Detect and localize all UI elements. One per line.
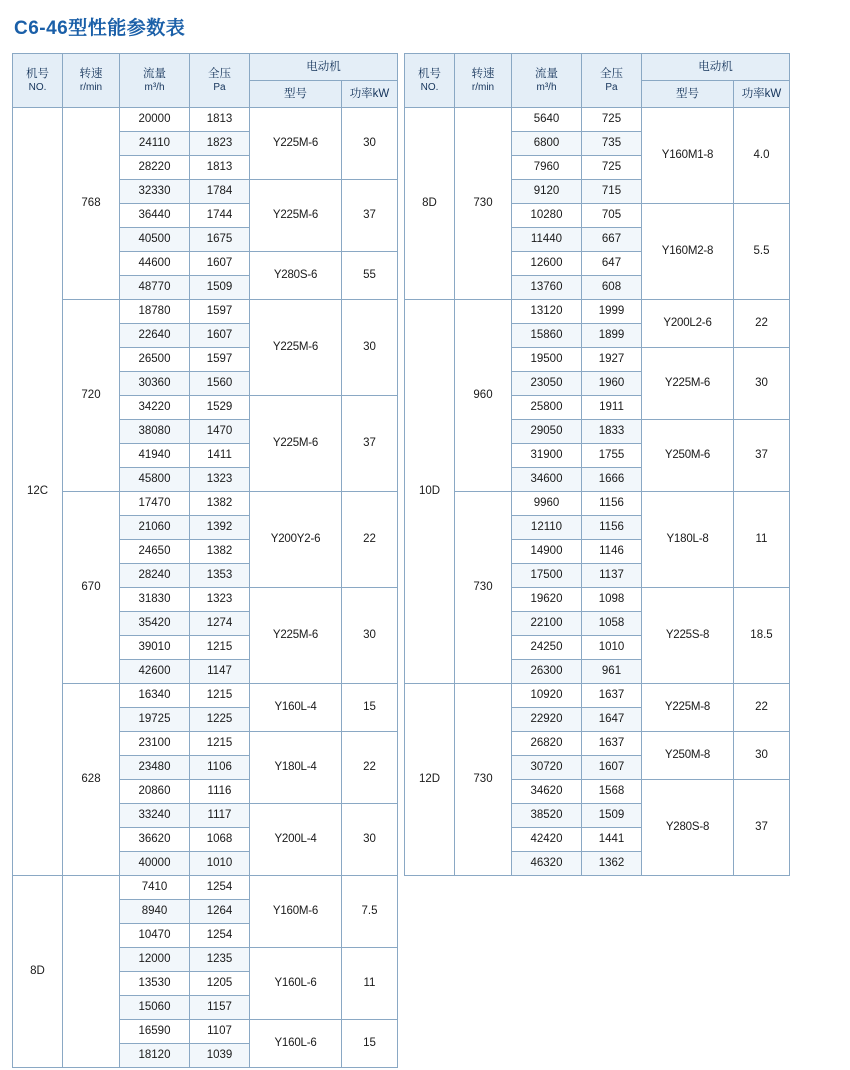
table-header-left bbox=[13, 53, 398, 107]
cell-flow: 34620 bbox=[512, 779, 582, 803]
cell-flow: 26300 bbox=[512, 659, 582, 683]
table-header-right bbox=[405, 53, 790, 107]
cell-pressure: 1098 bbox=[582, 587, 642, 611]
tables-container bbox=[12, 53, 838, 1068]
cell-pressure: 1254 bbox=[190, 923, 250, 947]
cell-flow: 30360 bbox=[120, 371, 190, 395]
cell-flow: 26820 bbox=[512, 731, 582, 755]
cell-pressure: 1147 bbox=[190, 659, 250, 683]
cell-flow: 23100 bbox=[120, 731, 190, 755]
table-row bbox=[13, 491, 398, 515]
cell-motor-power: 22 bbox=[342, 731, 398, 803]
cell-flow: 36440 bbox=[120, 203, 190, 227]
cell-pressure: 1411 bbox=[190, 443, 250, 467]
cell-pressure: 1068 bbox=[190, 827, 250, 851]
cell-pressure: 608 bbox=[582, 275, 642, 299]
cell-motor-power: 37 bbox=[342, 395, 398, 491]
cell-motor-model: Y160L-6 bbox=[250, 947, 342, 1019]
cell-speed: 960 bbox=[455, 299, 512, 491]
cell-pressure: 647 bbox=[582, 251, 642, 275]
table-body-left bbox=[13, 107, 398, 1067]
cell-pressure: 1353 bbox=[190, 563, 250, 587]
cell-flow: 40500 bbox=[120, 227, 190, 251]
cell-pressure: 1597 bbox=[190, 347, 250, 371]
cell-motor-power: 37 bbox=[342, 179, 398, 251]
table-row bbox=[405, 299, 790, 323]
cell-motor-model: Y160M-6 bbox=[250, 875, 342, 947]
cell-pressure: 1039 bbox=[190, 1043, 250, 1067]
cell-machine-no: 12D bbox=[405, 683, 455, 875]
cell-motor-power: 55 bbox=[342, 251, 398, 299]
cell-flow: 18120 bbox=[120, 1043, 190, 1067]
cell-pressure: 1607 bbox=[190, 323, 250, 347]
cell-pressure: 1597 bbox=[190, 299, 250, 323]
cell-flow: 38080 bbox=[120, 419, 190, 443]
cell-flow: 20860 bbox=[120, 779, 190, 803]
cell-pressure: 1010 bbox=[582, 635, 642, 659]
cell-pressure: 1235 bbox=[190, 947, 250, 971]
cell-pressure: 725 bbox=[582, 107, 642, 131]
cell-flow: 13120 bbox=[512, 299, 582, 323]
cell-pressure: 705 bbox=[582, 203, 642, 227]
cell-flow: 12110 bbox=[512, 515, 582, 539]
cell-pressure: 1137 bbox=[582, 563, 642, 587]
cell-pressure: 715 bbox=[582, 179, 642, 203]
cell-pressure: 1254 bbox=[190, 875, 250, 899]
cell-flow: 19500 bbox=[512, 347, 582, 371]
cell-motor-power: 30 bbox=[734, 731, 790, 779]
col-header-motor: 电动机 bbox=[250, 53, 398, 80]
cell-pressure: 1156 bbox=[582, 491, 642, 515]
cell-flow: 24110 bbox=[120, 131, 190, 155]
cell-motor-power: 22 bbox=[734, 683, 790, 731]
cell-flow: 48770 bbox=[120, 275, 190, 299]
cell-flow: 23050 bbox=[512, 371, 582, 395]
cell-motor-power: 37 bbox=[734, 419, 790, 491]
cell-motor-model: Y225S-8 bbox=[642, 587, 734, 683]
cell-pressure: 1607 bbox=[582, 755, 642, 779]
cell-flow: 19620 bbox=[512, 587, 582, 611]
cell-flow: 16590 bbox=[120, 1019, 190, 1043]
cell-pressure: 1106 bbox=[190, 755, 250, 779]
cell-flow: 17500 bbox=[512, 563, 582, 587]
cell-motor-model: Y225M-6 bbox=[250, 395, 342, 491]
cell-flow: 14900 bbox=[512, 539, 582, 563]
cell-pressure: 1323 bbox=[190, 587, 250, 611]
cell-flow: 8940 bbox=[120, 899, 190, 923]
cell-flow: 31830 bbox=[120, 587, 190, 611]
cell-pressure: 1264 bbox=[190, 899, 250, 923]
cell-speed: 768 bbox=[63, 107, 120, 299]
cell-pressure: 1215 bbox=[190, 683, 250, 707]
cell-pressure: 1323 bbox=[190, 467, 250, 491]
cell-pressure: 1205 bbox=[190, 971, 250, 995]
cell-flow: 10470 bbox=[120, 923, 190, 947]
cell-pressure: 1392 bbox=[190, 515, 250, 539]
cell-motor-power: 4.0 bbox=[734, 107, 790, 203]
cell-motor-power: 30 bbox=[342, 803, 398, 875]
cell-flow: 33240 bbox=[120, 803, 190, 827]
cell-flow: 45800 bbox=[120, 467, 190, 491]
cell-flow: 7960 bbox=[512, 155, 582, 179]
cell-motor-power: 30 bbox=[342, 587, 398, 683]
cell-pressure: 725 bbox=[582, 155, 642, 179]
cell-flow: 35420 bbox=[120, 611, 190, 635]
cell-flow: 6800 bbox=[512, 131, 582, 155]
cell-motor-power: 30 bbox=[342, 107, 398, 179]
cell-pressure: 1529 bbox=[190, 395, 250, 419]
cell-motor-power: 5.5 bbox=[734, 203, 790, 299]
cell-pressure: 1010 bbox=[190, 851, 250, 875]
cell-pressure: 1637 bbox=[582, 683, 642, 707]
cell-flow: 40000 bbox=[120, 851, 190, 875]
cell-motor-model: Y160L-6 bbox=[250, 1019, 342, 1067]
table-row bbox=[405, 107, 790, 131]
cell-flow: 34220 bbox=[120, 395, 190, 419]
col-header-motor-power: 功率kW bbox=[734, 80, 790, 107]
cell-pressure: 1156 bbox=[582, 515, 642, 539]
cell-motor-model: Y200Y2-6 bbox=[250, 491, 342, 587]
cell-flow: 46320 bbox=[512, 851, 582, 875]
col-header-speed: 转速 r/min bbox=[455, 53, 512, 107]
cell-pressure: 1784 bbox=[190, 179, 250, 203]
cell-motor-model: Y225M-6 bbox=[250, 587, 342, 683]
cell-motor-model: Y225M-6 bbox=[642, 347, 734, 419]
cell-flow: 10920 bbox=[512, 683, 582, 707]
cell-flow: 28220 bbox=[120, 155, 190, 179]
cell-flow: 10280 bbox=[512, 203, 582, 227]
table-row bbox=[405, 491, 790, 515]
col-header-no: 机号 NO. bbox=[405, 53, 455, 107]
cell-flow: 38520 bbox=[512, 803, 582, 827]
cell-flow: 12000 bbox=[120, 947, 190, 971]
cell-flow: 22100 bbox=[512, 611, 582, 635]
cell-pressure: 1225 bbox=[190, 707, 250, 731]
cell-machine-no: 10D bbox=[405, 299, 455, 683]
cell-motor-power: 11 bbox=[734, 491, 790, 587]
cell-pressure: 1215 bbox=[190, 731, 250, 755]
col-header-motor-power: 功率kW bbox=[342, 80, 398, 107]
page-title: C6-46型性能参数表 bbox=[14, 18, 186, 39]
cell-machine-no: 8D bbox=[405, 107, 455, 299]
cell-machine-no: 8D bbox=[13, 875, 63, 1067]
cell-flow: 22920 bbox=[512, 707, 582, 731]
cell-flow: 18780 bbox=[120, 299, 190, 323]
cell-pressure: 1960 bbox=[582, 371, 642, 395]
cell-flow: 9960 bbox=[512, 491, 582, 515]
cell-pressure: 735 bbox=[582, 131, 642, 155]
cell-speed bbox=[63, 875, 120, 1067]
col-header-flow: 流量 m³/h bbox=[120, 53, 190, 107]
cell-pressure: 1058 bbox=[582, 611, 642, 635]
cell-motor-model: Y160M1-8 bbox=[642, 107, 734, 203]
table-row bbox=[13, 683, 398, 707]
cell-flow: 41940 bbox=[120, 443, 190, 467]
cell-pressure: 1927 bbox=[582, 347, 642, 371]
cell-flow: 26500 bbox=[120, 347, 190, 371]
cell-flow: 19725 bbox=[120, 707, 190, 731]
cell-motor-model: Y225M-6 bbox=[250, 299, 342, 395]
cell-motor-model: Y200L-4 bbox=[250, 803, 342, 875]
cell-pressure: 1116 bbox=[190, 779, 250, 803]
cell-pressure: 1107 bbox=[190, 1019, 250, 1043]
cell-pressure: 1382 bbox=[190, 539, 250, 563]
cell-pressure: 1441 bbox=[582, 827, 642, 851]
cell-flow: 22640 bbox=[120, 323, 190, 347]
cell-flow: 20000 bbox=[120, 107, 190, 131]
table-row bbox=[405, 683, 790, 707]
cell-flow: 15060 bbox=[120, 995, 190, 1019]
cell-speed: 628 bbox=[63, 683, 120, 875]
cell-flow: 9120 bbox=[512, 179, 582, 203]
cell-pressure: 1999 bbox=[582, 299, 642, 323]
cell-pressure: 1362 bbox=[582, 851, 642, 875]
cell-motor-model: Y225M-8 bbox=[642, 683, 734, 731]
table-row bbox=[13, 107, 398, 131]
cell-speed: 720 bbox=[63, 299, 120, 491]
col-header-no: 机号 NO. bbox=[13, 53, 63, 107]
cell-pressure: 1899 bbox=[582, 323, 642, 347]
cell-flow: 16340 bbox=[120, 683, 190, 707]
cell-pressure: 1666 bbox=[582, 467, 642, 491]
col-header-flow: 流量 m³/h bbox=[512, 53, 582, 107]
cell-flow: 24650 bbox=[120, 539, 190, 563]
cell-pressure: 1675 bbox=[190, 227, 250, 251]
cell-pressure: 1637 bbox=[582, 731, 642, 755]
col-header-motor: 电动机 bbox=[642, 53, 790, 80]
cell-pressure: 1157 bbox=[190, 995, 250, 1019]
cell-pressure: 667 bbox=[582, 227, 642, 251]
cell-flow: 39010 bbox=[120, 635, 190, 659]
cell-flow: 25800 bbox=[512, 395, 582, 419]
cell-motor-model: Y180L-8 bbox=[642, 491, 734, 587]
table-row bbox=[13, 875, 398, 899]
col-header-speed: 转速 r/min bbox=[63, 53, 120, 107]
cell-machine-no: 12C bbox=[13, 107, 63, 875]
cell-flow: 29050 bbox=[512, 419, 582, 443]
cell-pressure: 1744 bbox=[190, 203, 250, 227]
cell-flow: 31900 bbox=[512, 443, 582, 467]
cell-motor-model: Y160L-4 bbox=[250, 683, 342, 731]
cell-flow: 44600 bbox=[120, 251, 190, 275]
cell-motor-power: 30 bbox=[342, 299, 398, 395]
cell-pressure: 1755 bbox=[582, 443, 642, 467]
cell-speed: 730 bbox=[455, 107, 512, 299]
table-body-right bbox=[405, 107, 790, 875]
cell-flow: 23480 bbox=[120, 755, 190, 779]
cell-flow: 28240 bbox=[120, 563, 190, 587]
performance-table-left bbox=[12, 53, 398, 1068]
cell-pressure: 1509 bbox=[582, 803, 642, 827]
col-header-motor-model: 型号 bbox=[250, 80, 342, 107]
cell-flow: 32330 bbox=[120, 179, 190, 203]
cell-flow: 7410 bbox=[120, 875, 190, 899]
cell-motor-power: 11 bbox=[342, 947, 398, 1019]
cell-pressure: 1274 bbox=[190, 611, 250, 635]
cell-flow: 36620 bbox=[120, 827, 190, 851]
cell-flow: 34600 bbox=[512, 467, 582, 491]
cell-motor-power: 37 bbox=[734, 779, 790, 875]
cell-pressure: 1813 bbox=[190, 155, 250, 179]
cell-motor-power: 22 bbox=[734, 299, 790, 347]
cell-pressure: 1911 bbox=[582, 395, 642, 419]
cell-pressure: 1117 bbox=[190, 803, 250, 827]
cell-motor-power: 7.5 bbox=[342, 875, 398, 947]
cell-flow: 42420 bbox=[512, 827, 582, 851]
cell-flow: 42600 bbox=[120, 659, 190, 683]
cell-motor-model: Y225M-6 bbox=[250, 107, 342, 179]
cell-pressure: 961 bbox=[582, 659, 642, 683]
cell-pressure: 1833 bbox=[582, 419, 642, 443]
cell-pressure: 1568 bbox=[582, 779, 642, 803]
cell-motor-power: 30 bbox=[734, 347, 790, 419]
cell-motor-model: Y225M-6 bbox=[250, 179, 342, 251]
cell-speed: 730 bbox=[455, 491, 512, 683]
cell-pressure: 1215 bbox=[190, 635, 250, 659]
cell-pressure: 1560 bbox=[190, 371, 250, 395]
col-header-pressure: 全压 Pa bbox=[190, 53, 250, 107]
cell-pressure: 1813 bbox=[190, 107, 250, 131]
cell-pressure: 1823 bbox=[190, 131, 250, 155]
cell-motor-model: Y280S-8 bbox=[642, 779, 734, 875]
cell-motor-model: Y200L2-6 bbox=[642, 299, 734, 347]
cell-flow: 24250 bbox=[512, 635, 582, 659]
cell-motor-model: Y180L-4 bbox=[250, 731, 342, 803]
cell-pressure: 1146 bbox=[582, 539, 642, 563]
cell-motor-model: Y250M-6 bbox=[642, 419, 734, 491]
cell-flow: 17470 bbox=[120, 491, 190, 515]
performance-table-right bbox=[404, 53, 790, 876]
col-header-motor-model: 型号 bbox=[642, 80, 734, 107]
cell-flow: 30720 bbox=[512, 755, 582, 779]
cell-pressure: 1382 bbox=[190, 491, 250, 515]
cell-motor-model: Y160M2-8 bbox=[642, 203, 734, 299]
cell-flow: 13530 bbox=[120, 971, 190, 995]
cell-motor-power: 15 bbox=[342, 683, 398, 731]
cell-flow: 12600 bbox=[512, 251, 582, 275]
cell-pressure: 1647 bbox=[582, 707, 642, 731]
cell-motor-power: 18.5 bbox=[734, 587, 790, 683]
table-row bbox=[13, 299, 398, 323]
cell-motor-power: 15 bbox=[342, 1019, 398, 1067]
cell-flow: 11440 bbox=[512, 227, 582, 251]
cell-pressure: 1470 bbox=[190, 419, 250, 443]
cell-flow: 15860 bbox=[512, 323, 582, 347]
col-header-pressure: 全压 Pa bbox=[582, 53, 642, 107]
cell-flow: 5640 bbox=[512, 107, 582, 131]
cell-pressure: 1509 bbox=[190, 275, 250, 299]
cell-flow: 21060 bbox=[120, 515, 190, 539]
cell-pressure: 1607 bbox=[190, 251, 250, 275]
cell-speed: 670 bbox=[63, 491, 120, 683]
cell-speed: 730 bbox=[455, 683, 512, 875]
cell-motor-model: Y280S-6 bbox=[250, 251, 342, 299]
cell-motor-power: 22 bbox=[342, 491, 398, 587]
cell-motor-model: Y250M-8 bbox=[642, 731, 734, 779]
cell-flow: 13760 bbox=[512, 275, 582, 299]
